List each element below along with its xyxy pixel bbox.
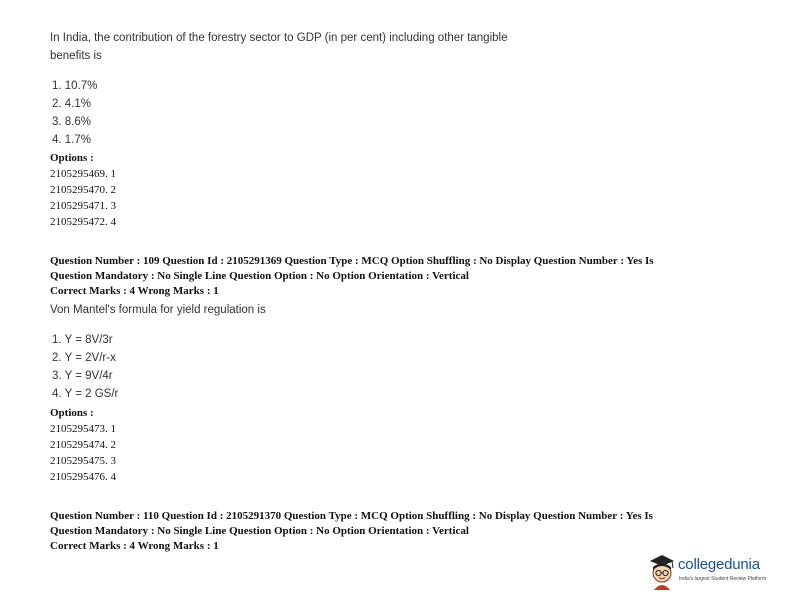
option-id: 2105295473. 1 bbox=[50, 423, 116, 435]
question-text: In India, the contribution of the forestry sector to GDP (in per cent) including other tangible bbox=[50, 32, 508, 44]
option-id: 2105295471. 3 bbox=[50, 200, 116, 212]
answer-choice: 1. Y = 8V/3r bbox=[52, 334, 113, 346]
answer-choice: 3. Y = 9V/4r bbox=[52, 370, 113, 382]
option-id: 2105295475. 3 bbox=[50, 455, 116, 467]
question-text: benefits is bbox=[50, 50, 102, 62]
option-id: 2105295472. 4 bbox=[50, 216, 116, 228]
question-meta: Question Number : 109 Question Id : 2105291369 Question Type : MCQ Option Shuffling : No Display Question Number : Yes Is bbox=[50, 255, 654, 267]
logo-wordmark: collegedunia bbox=[678, 556, 760, 573]
question-meta: Question Mandatory : No Single Line Question Option : No Option Orientation : Vertical bbox=[50, 270, 469, 282]
answer-choice: 2. Y = 2V/r-x bbox=[52, 352, 116, 364]
question-meta: Question Mandatory : No Single Line Question Option : No Option Orientation : Vertical bbox=[50, 525, 469, 537]
student-mascot-icon bbox=[646, 552, 678, 590]
answer-choice: 2. 4.1% bbox=[52, 98, 91, 110]
options-label: Options : bbox=[50, 152, 94, 164]
question-meta: Question Number : 110 Question Id : 2105291370 Question Type : MCQ Option Shuffling : No Display Question Number : Yes Is bbox=[50, 510, 653, 522]
option-id: 2105295476. 4 bbox=[50, 471, 116, 483]
option-id: 2105295469. 1 bbox=[50, 168, 116, 180]
logo-tagline: India's largest Student Review Platform bbox=[679, 576, 767, 582]
question-marks: Correct Marks : 4 Wrong Marks : 1 bbox=[50, 285, 219, 297]
answer-choice: 3. 8.6% bbox=[52, 116, 91, 128]
collegedunia-logo bbox=[646, 552, 786, 592]
question-marks: Correct Marks : 4 Wrong Marks : 1 bbox=[50, 540, 219, 552]
options-label: Options : bbox=[50, 407, 94, 419]
option-id: 2105295474. 2 bbox=[50, 439, 116, 451]
answer-choice: 4. 1.7% bbox=[52, 134, 91, 146]
answer-choice: 1. 10.7% bbox=[52, 80, 98, 92]
option-id: 2105295470. 2 bbox=[50, 184, 116, 196]
question-text: Von Mantel's formula for yield regulation is bbox=[50, 304, 266, 316]
answer-choice: 4. Y = 2 GS/r bbox=[52, 388, 119, 400]
